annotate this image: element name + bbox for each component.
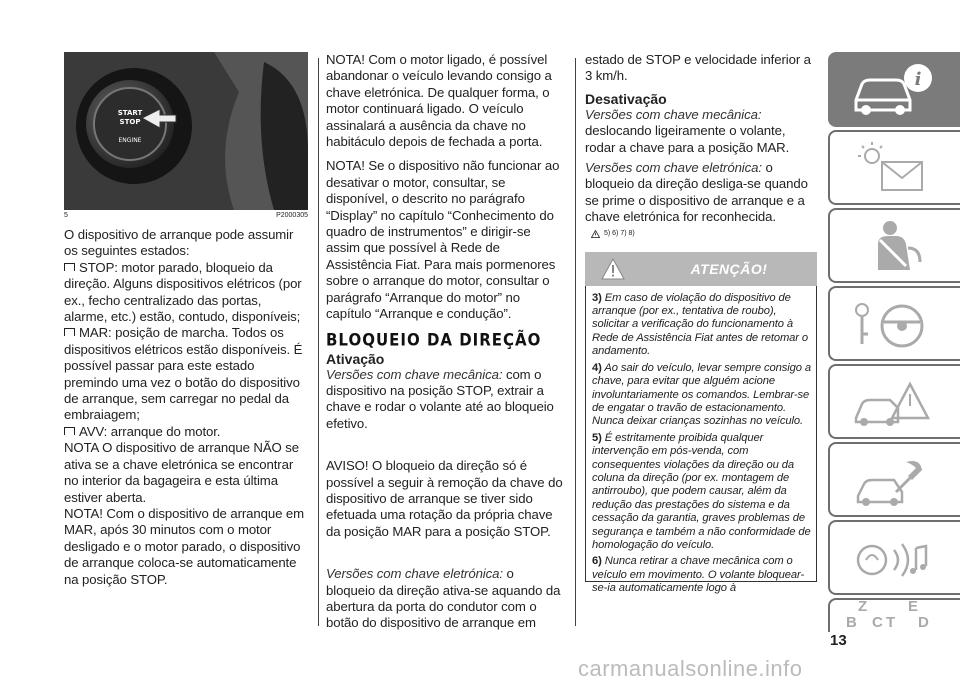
warning-references: 5) 6) 7) 8): [591, 230, 817, 238]
warning-paragraph: AVISO! O bloqueio da direção só é possível a seguir à remoção da chave do dispositivo de arranque se tiver sido efetuada uma rotação da própria chave da posição MAR para a posição STOP.: [326, 458, 563, 539]
sidebar-tab-index[interactable]: [828, 598, 960, 632]
wrench-car-icon: [850, 452, 940, 512]
button-text-stop: STOP: [119, 118, 141, 126]
svg-text:i: i: [914, 69, 922, 90]
car-info-icon: [848, 60, 938, 120]
column-2: [326, 52, 566, 632]
index-letter: Z: [858, 598, 868, 615]
paragraph: deslocando ligeiramente o volante, rodar a chave para a posição MAR.: [585, 123, 790, 155]
list-item-stop: STOP: motor parado, bloqueio da direção. Alguns dispositivos elétricos (por ex., fecho centralizado das portas, alarme, etc.) estão, contudo, disponíveis;: [64, 259, 302, 325]
sidebar-tab-maintenance[interactable]: [828, 442, 960, 517]
sidebar-tab-lights-messages[interactable]: [828, 130, 960, 205]
warning-item: 5) É estritamente proibida qualquer intervenção em pós-venda, com consequentes violações da direção ou da coluna da direção (por ex. montagem de antirroubo), que podem causar, além da redução das prestações do sistema e da cessação da garantia, graves problemas de segurança e também a não conformidade de homologação do veículo.: [592, 431, 811, 551]
sidebar-tab-safety[interactable]: [828, 208, 960, 283]
column-divider: [575, 58, 576, 626]
warning-item: 4) Ao sair do veículo, levar sempre consigo a chave, para evitar que alguém acione involuntariamente os comandos. Lembrar-se de engatar o travão de estacionamento. Nunca deixar crianças sozinhas no veículo.: [592, 361, 811, 428]
sidebar-tab-vehicle-info[interactable]: [828, 52, 960, 127]
watermark: carmanualsonline.info: [578, 656, 803, 681]
steering-wheel-key-icon: [850, 296, 940, 356]
seatbelt-person-icon: [850, 218, 940, 278]
button-text-engine: ENGINE: [118, 137, 142, 144]
paragraph: Versões com chave eletrónica: o bloqueio da direção ativa-se aquando da abertura da porta do condutor com o botão do dispositivo de arranque em: [326, 566, 561, 631]
index-letter: C: [872, 614, 883, 631]
column-divider: [318, 58, 319, 626]
warning-triangle-icon: [601, 258, 625, 280]
sidebar-tab-starting-driving[interactable]: [828, 286, 960, 361]
warning-triangle-icon: [591, 230, 600, 238]
italic-label: Versões com chave mecânica:: [585, 106, 762, 122]
index-letter: T: [886, 614, 896, 631]
note-paragraph: NOTA! Com o dispositivo de arranque em MAR, após 30 minutos com o motor desligado e o motor parado, o dispositivo de arranque coloca-se automaticamente na posição STOP.: [64, 505, 305, 587]
bullet-icon: [64, 328, 75, 336]
note-paragraph: NOTA O dispositivo de arranque NÃO se ativa se a chave eletrónica se encontrar no interior da bagageira e esta última estiver aberta.: [64, 440, 300, 505]
list-item-avv: AVV: arranque do motor.: [64, 424, 308, 440]
start-stop-button-photo: [64, 52, 308, 210]
warning-title: ATENÇÃO!: [690, 260, 768, 277]
button-text-start: START: [117, 109, 143, 117]
warning-item: 6) Nunca retirar a chave mecânica com o veículo em movimento. O volante bloquear-se-ia automaticamente logo à: [592, 555, 805, 595]
sidebar-tab-emergency[interactable]: [828, 364, 960, 439]
page-number: 13: [830, 632, 847, 649]
paragraph: Versões com chave eletrónica: o bloqueio da direção desliga-se quando se prime o dispositivo de arranque e a chave eletrónica for reconhecida.: [585, 160, 808, 225]
paragraph: O dispositivo de arranque pode assumir os seguintes estados:: [64, 227, 294, 259]
subsection-title: Ativação: [326, 350, 385, 367]
warning-item: 3) Em caso de violação do dispositivo de arranque (por ex., tentativa de roubo), solicitar a verificação do funcionamento à Rede de Assistência Fiat antes de retomar o andamento.: [592, 291, 809, 358]
paragraph: Versões com chave mecânica: com o dispositivo na posição STOP, extrair a chave e rodar o volante até ao bloqueio efetivo.: [326, 366, 554, 431]
subsection-title: Desativação: [585, 90, 667, 107]
sidebar-tab-multimedia[interactable]: [828, 520, 960, 595]
multimedia-icon: [850, 530, 940, 590]
column-1: [64, 52, 308, 588]
list-item-mar: MAR: posição de marcha. Todos os dispositivos elétricos estão disponíveis. É possível passar para este estado premindo uma vez o botão do dispositivo de arranque, sem carregar no pedal da embraiagem;: [64, 325, 303, 423]
warning-box: [585, 286, 817, 595]
warning-header: [585, 252, 817, 286]
bullet-icon: [64, 263, 75, 271]
index-letter: D: [918, 614, 929, 631]
note-paragraph: NOTA! Com o motor ligado, é possível abandonar o veículo levando consigo a chave eletrónica. De qualquer forma, o motor continuará ligado. O veículo assinalará a ausência da chave no habitáculo depois de fechada a porta.: [326, 52, 552, 150]
column-3: [585, 52, 817, 595]
photo-number: 5: [64, 212, 68, 219]
note-paragraph: NOTA! Se o dispositivo não funcionar ao desativar o motor, consultar, se disponível, o descrito no parágrafo “Display” no capítulo “Conhecimento do quadro de instrumentos” e dirigir-se assim que possível à Rede de Assistência Fiat. Para mais pormenores sobre o arranque do motor, consultar o parágrafo “Arranque do motor” no capítulo “Arranque e condução”.: [326, 158, 560, 322]
paragraph: estado de STOP e velocidade inferior a 3 km/h.: [585, 52, 811, 84]
emergency-car-icon: [850, 374, 940, 434]
index-letter: B: [846, 614, 857, 631]
index-letter: E: [908, 598, 919, 615]
warning-lights-icon: [850, 140, 940, 200]
bullet-icon: [64, 427, 75, 435]
photo-code: P2000305: [276, 212, 308, 219]
section-title: BLOQUEIO DA DIREÇÃO: [326, 329, 542, 350]
